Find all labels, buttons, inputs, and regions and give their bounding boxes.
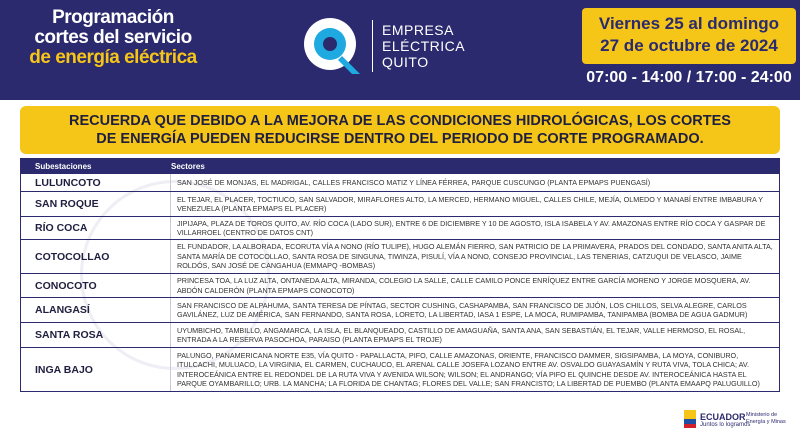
table-row [21,322,779,347]
substation-name: LULUNCOTO [21,174,171,191]
table-header [21,159,779,173]
notice-line1: RECUERDA QUE DEBIDO A LA MEJORA DE LAS CONDICIONES HIDROLÓGICAS, LOS CORTES [69,113,731,129]
notice-banner [20,106,780,154]
company-name-line2: ELÉCTRICA [382,38,466,54]
date-box [582,8,796,64]
ministry-line2: Energía y Minas [746,418,786,425]
schedule-table [20,158,780,392]
substation-name: SAN ROQUE [21,192,171,216]
substation-name: INGA BAJO [21,348,171,391]
substation-name: SANTA ROSA [21,323,171,347]
title-line2: cortes del servicio [34,27,192,48]
date-line2: 27 de octubre de 2024 [600,36,778,55]
table-row [21,239,779,273]
notice-line2: DE ENERGÍA PUEDEN REDUCIRSE DENTRO DEL PERIODO DE CORTE PROGRAMADO. [96,131,704,147]
title-block [28,8,198,68]
table-row [21,297,779,322]
table-row [21,347,779,391]
ministry-name [746,412,796,425]
sectors-text: SAN JOSÉ DE MONJAS, EL MADRIGAL, CALLES FRANCISCO MATIZ Y LÍNEA FÉRREA, PARQUE CUSCUNGO (PLANTA EPMAPS PUENGASÍ) [177,177,651,187]
date-line1: Viernes 25 al domingo [598,14,780,33]
sectors-text: PRINCESA TOA, LA LUZ ALTA, ONTANEDA ALTA, MIRANDA, COLEGIO LA SALLE, CALLE CAMILO PONCE ENRÍQUEZ ENTRE GARCÍA MORENO Y JORGE MOSQUERA, AV. ABDÓN CALDERÓN (PLANTA EPMAPS CONOCOTO) [177,276,751,295]
company-name-line3: QUITO [382,54,429,70]
substation-name: COTOCOLLAO [21,240,171,273]
sectors-text: EL TEJAR, EL PLACER, TOCTIUCO, SAN SALVADOR, MIRAFLORES ALTO, LA MERCED, HERMANO MIGUEL, CALLES CHILE, MEJÍA, OLMEDO Y MANABÍ ENTRE IMBABURA Y VENEZUELA (PLANTA EPMAPS EL PLACER) [177,194,763,213]
table-row [21,273,779,297]
table-row [21,173,779,191]
company-name-line1: EMPRESA [382,22,454,38]
substation-name: RÍO COCA [21,217,171,239]
hours-range: 07:00 - 14:00 / 17:00 - 24:00 [586,69,792,86]
logo-divider [372,20,373,72]
sectors-text: UYUMBICHO, TAMBILLO, ANGAMARCA, LA ISLA, EL BLANQUEADO, CASTILLO DE AMAGUAÑA, SANTA ANA, SAN SEBASTIÁN, EL TEJAR, VALLE HERMOSO, EL ROSAL, ENTRADA A LA RESERVA PASOCHOA, PARAISO (PLANTA EPMAPS EL TROJE) [177,325,746,344]
company-name [382,22,465,70]
substation-name: CONOCOTO [21,274,171,297]
header-sectors: Sectores [171,161,205,171]
ecuador-brand: ECUADOR [700,412,746,422]
sectors-text: SAN FRANCISCO DE ALPAHUMA, SANTA TERESA DE PÍNTAG, SECTOR CUSHING, CASHAPAMBA, SAN FRANCISCO DE JIJÓN, LOS CHILLOS, SELVA ALEGRE, CARLOS GAVILÁNEZ, LUZ DE AMÉRICA, SAN FERNANDO, SANTA ROSA, LORETO, LA LIBERTAD, IASA 1 ESPE, LA MOCA, RUMIPAMBA, TANIPAMBA (BOMBA DE AGUA GADMUR) [177,300,748,319]
substation-name: ALANGASÍ [21,298,171,322]
sectors-text: EL FUNDADOR, LA ALBORADA, ECORUTA VÍA A NONO (RÍO TULIPE), HUGO ALEMÁN FIERRO, SAN PATRICIO DE LA PRIMAVERA, PRADOS DEL CONDADO, SANTA ANITA ALTA, SANTA MARÍA DE COTOCOLLAO, SANTA ROSA DE SINGUNA, TIWINZA, PISULÍ, VÍA A NONO, CONSEJO PROVINCIAL, LAS TENERIAS, CATZUQUI DE VELASCO, JAIME ROLDÓS, SAN JOSÉ DE CANGAHUA (EMMAPQ -BOMBAS) [177,242,773,271]
ministry-line1: Ministerio de [746,412,778,418]
header-substations: Subestaciones [35,161,92,171]
sectors-text: PALUNGO, PANAMERICANA NORTE E35, VÍA QUITO - PAPALLACTA, PIFO, CALLE AMAZONAS, ORIENTE, FRANCISCO DAMMER, SIGSIPAMBA, LA MOYA, CONIBURO, ITULCACHI, MULUACO, LA VIRGINIA, EL CARMEN, CUCHAUCO, EL ARENAL CALLE JOSEFA LOZANO ENTRE AV. OSVALDO GUAYASAMÍN Y RUTA VIVA, TOLA CHICA; AV. INTEROCEÁNICA ENTRE EL REDONDEL DE LA RUTA VIVA Y AVENIDA WILSON; WILSON; EL ANDRANGO; VÍA PIFO EL QUINCHE DESDE AV. INTEROCEÁNICA HASTA EL PARQUE OYAMBARILLO; URB. LA MANCHA; LA FLORIDA DE CHANTAG; FLORES DEL VALLE; SAN FRANCISTO; LA LIBERTAD DE PUEMBO (PLANTA EMAAPQ PALUGUILLO) [177,350,760,388]
ecuador-flag-icon [684,410,696,428]
table-row [21,216,779,239]
header-banner [0,0,800,100]
eeq-logo-icon [300,14,364,78]
sectors-text: JIPIJAPA, PLAZA DE TOROS QUITO, AV. RÍO COCA (LADO SUR), ENTRE 6 DE DICIEMBRE Y 10 DE AGOSTO, ISLA ISABELA Y AV. AMAZONAS ENTRE RÍO COCA Y GASPAR DE VILLARROEL (CENTRO DE DATOS CNT) [177,218,766,237]
ecuador-tagline: Juntos lo logramos [700,422,751,428]
title-line1: Programación [52,7,174,28]
table-row [21,191,779,216]
title-line3: de energía eléctrica [29,47,197,68]
